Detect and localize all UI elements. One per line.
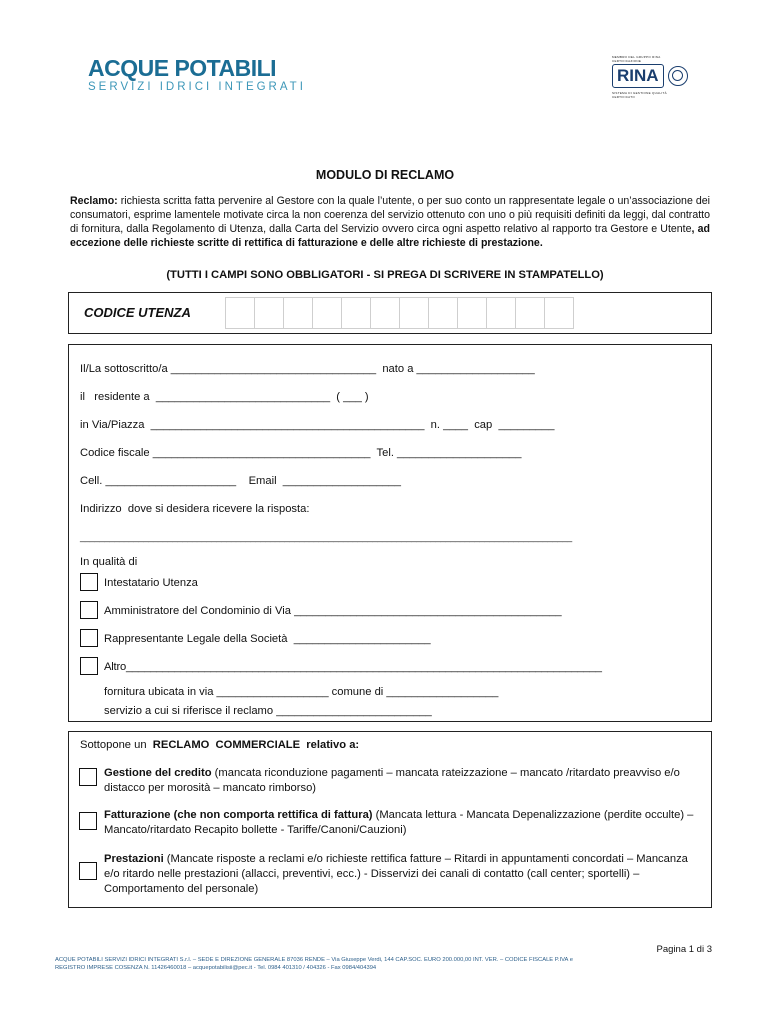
codice-utenza-label: CODICE UTENZA (84, 305, 191, 320)
logo-title: ACQUE POTABILI (88, 55, 277, 81)
via-piazza-field[interactable]: in Via/Piazza ____________________________________________ n. ____ cap _________ (80, 419, 555, 431)
logo-subtitle: SERVIZI IDRICI INTEGRATI (88, 81, 306, 93)
intestatario-checkbox[interactable] (80, 573, 98, 591)
codice-utenza-cell[interactable] (457, 297, 487, 329)
page-number: Pagina 1 di 3 (656, 944, 712, 955)
rappresentante-label: Rappresentante Legale della Società ______________________ (104, 633, 431, 645)
qualita-label: In qualità di (80, 556, 138, 568)
fornitura-field[interactable]: fornitura ubicata in via __________________ comune di __________________ (104, 686, 499, 698)
reclamo-intro (80, 738, 359, 752)
servizio-field[interactable]: servizio a cui si riferisce il reclamo _________________________ (104, 705, 432, 717)
codice-utenza-cell[interactable] (312, 297, 342, 329)
fatturazione-title: Fatturazione (che non comporta rettifica di fattura) (104, 809, 373, 821)
rappresentante-checkbox[interactable] (80, 629, 98, 647)
reclamo-intro-text: Sottopone un (80, 739, 153, 751)
gestione-credito-option (104, 766, 702, 796)
codice-utenza-cell[interactable] (254, 297, 284, 329)
fatturazione-option (104, 808, 702, 838)
codice-utenza-box (68, 292, 712, 334)
certification-top-text: MEMBRO DEL GRUPPO RINA CERTIFICAZIONE (612, 55, 661, 63)
certification-logo (612, 55, 690, 97)
intro-text: richiesta scritta fatta pervenire al Gestore con la quale l’utente, o per suo conto un rappresentate legale o un’associazione dei consumatori, esprime lamentele motivate circa la non coerenza del servizio ottenuto con uno o più requisiti definiti da leggi, dal contratto di fornitura, dalla Regolamento di Utenza, dalla Carta del Servizio ovvero circa ogni aspetto relativo al rapporto tra Gestore e Utente (70, 195, 710, 235)
amministratore-checkbox[interactable] (80, 601, 98, 619)
residente-field[interactable]: il residente a ____________________________ ( ___ ) (80, 391, 369, 403)
codice-utenza-cell[interactable] (283, 297, 313, 329)
codice-utenza-cells (226, 297, 574, 329)
gestione-credito-desc: (mancata riconduzione pagamenti – mancata rateizzazione – mancato /ritardato preavviso e/o distacco per morosità – mancato rimborso) (104, 767, 680, 794)
codice-utenza-cell[interactable] (544, 297, 574, 329)
fatturazione-checkbox[interactable] (79, 812, 97, 830)
codice-utenza-cell[interactable] (370, 297, 400, 329)
gestione-credito-title: Gestione del credito (104, 767, 212, 779)
altro-label[interactable]: Altro_______________________________________________________________________________ (104, 661, 602, 673)
prestazioni-desc: (Mancate risposte a reclami e/o richieste rettifica fatture – Ritardi in appuntamenti concordati – Mancanza e/o ritardo nelle prestazioni (allacci, preventivi, ecc.) - Disservizi dei canali di contatto (call center; sportelli) – Comportamento del personale) (104, 853, 688, 895)
fatturazione-desc: (Mancata lettura - Mancata Depenalizzazione (perdite occulte) – Mancato/ritardato Recapito bollette - Tariffe/Canoni/Cauzioni) (104, 809, 694, 836)
gestione-credito-checkbox[interactable] (79, 768, 97, 786)
codice-utenza-cell[interactable] (486, 297, 516, 329)
indirizzo-risposta-label: Indirizzo dove si desidera ricevere la risposta: (80, 503, 310, 515)
altro-checkbox[interactable] (80, 657, 98, 675)
prestazioni-option (104, 852, 702, 897)
rina-mark: RINA (612, 64, 664, 88)
intestatario-label: Intestatario Utenza (104, 577, 198, 589)
cell-email-field[interactable]: Cell. _____________________ Email ___________________ (80, 475, 401, 487)
intro-label: Reclamo: (70, 195, 118, 207)
mandatory-fields-notice: (TUTTI I CAMPI SONO OBBLIGATORI - SI PREGA DI SCRIVERE IN STAMPATELLO) (166, 269, 604, 281)
intro-paragraph (70, 194, 710, 250)
footer-line-2: REGISTRO IMPRESE COSENZA N. 11426460018 – acquepotabilisii@pec.it - Tel. 0984 401310 / 404326 - Fax 0984/404394 (55, 965, 377, 971)
reclamo-intro-bold: RECLAMO COMMERCIALE relativo a: (152, 739, 360, 751)
intro-bold-tail: , ad eccezione delle richieste scritte di rettifica di fatturazione e delle altre richieste di prestazione. (70, 223, 711, 249)
codice-utenza-cell[interactable] (515, 297, 545, 329)
codice-utenza-cell[interactable] (428, 297, 458, 329)
amministratore-label: Amministratore del Condominio di Via ___________________________________________ (104, 605, 562, 617)
codice-utenza-cell[interactable] (225, 297, 255, 329)
footer-line-1: ACQUE POTABILI SERVIZI IDRICI INTEGRATI S.r.l. – SEDE E DIREZIONE GENERALE 87036 RENDE – Via Giuseppe Verdi, 144 CAP.SOC. EURO 200.000,00 INT. VER. – CODICE FISCALE P.IVA e (55, 957, 573, 963)
sottoscritto-field[interactable]: Il/La sottoscritto/a _________________________________ nato a ___________________ (80, 363, 535, 375)
company-footer (55, 956, 715, 972)
codice-utenza-cell[interactable] (399, 297, 429, 329)
prestazioni-checkbox[interactable] (79, 862, 97, 880)
certification-seal-icon (668, 66, 688, 86)
prestazioni-title: Prestazioni (104, 853, 164, 865)
indirizzo-risposta-field[interactable]: _____________________________________________________________________________________________________ (80, 532, 572, 542)
codice-utenza-cell[interactable] (341, 297, 371, 329)
codice-fiscale-field[interactable]: Codice fiscale ___________________________________ Tel. ____________________ (80, 447, 522, 459)
form-title: MODULO DI RECLAMO (315, 168, 455, 182)
company-logo (88, 56, 306, 93)
certification-bottom-text: SISTEMA DI GESTIONE QUALITÀ CERTIFICATO (612, 91, 667, 99)
